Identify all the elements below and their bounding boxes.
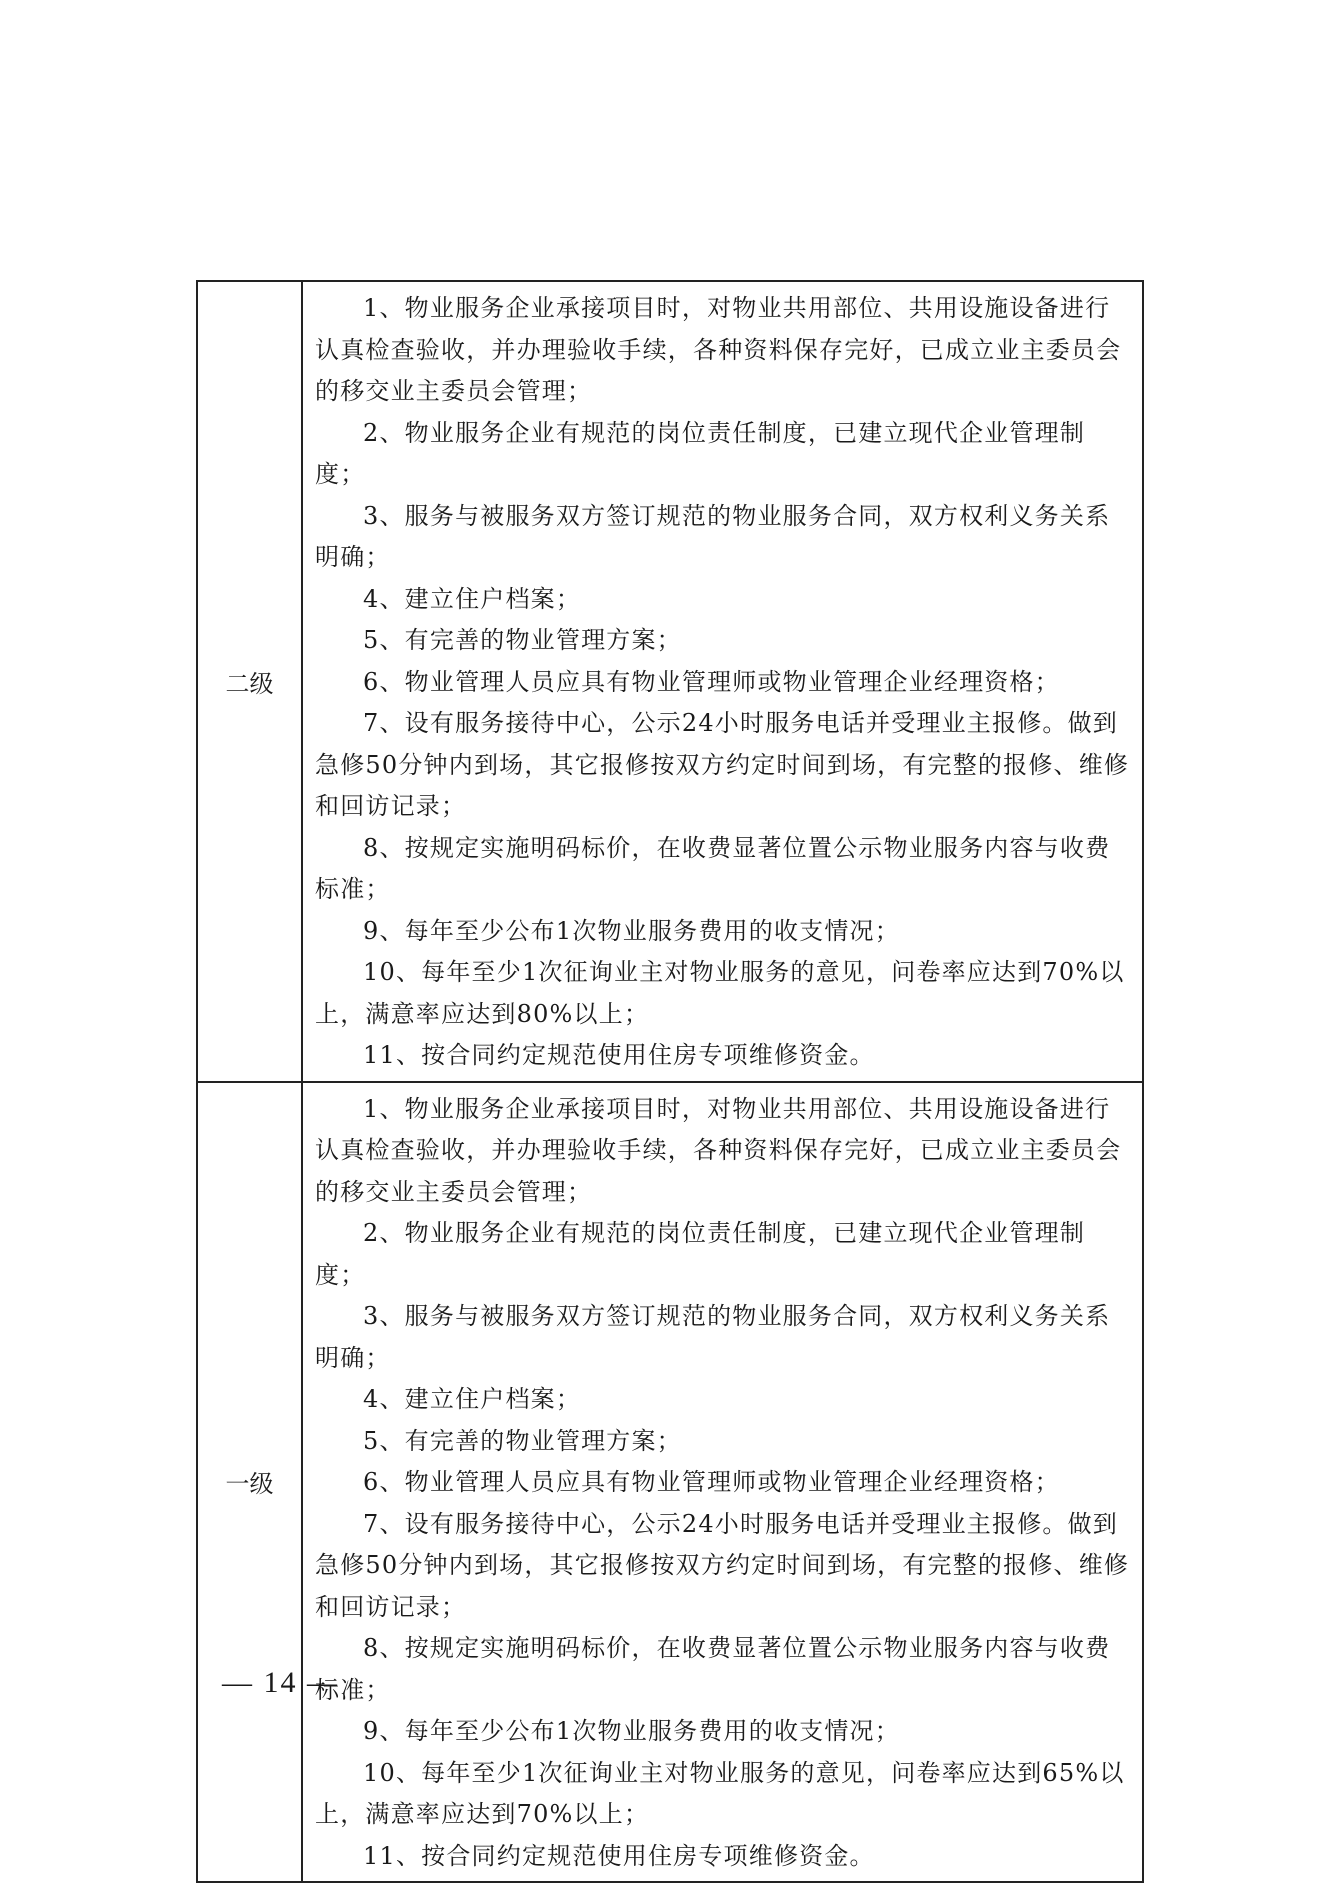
page-number: — 14 — [222,1666,339,1699]
list-item: 2、物业服务企业有规范的岗位责任制度，已建立现代企业管理制度； [315,418,1086,488]
grade-label: 二级 [225,669,274,698]
list-item: 7、设有服务接待中心，公示24小时服务电话并受理业主报修。做到急修50分钟内到场，其它报修按双方约定时间到场，有完整的报修、维修和回访记录； [315,709,1130,820]
requirements-cell [302,281,1143,1082]
list-item: 5、有完善的物业管理方案； [363,626,682,654]
list-item: 1、物业服务企业承接项目时，对物业共用部位、共用设施设备进行认真检查验收，并办理验收手续，各种资料保存完好，已成立业主委员会的移交业主委员会管理； [315,294,1122,405]
requirements-cell [302,1082,1143,1883]
list-item: 3、服务与被服务双方签订规范的物业服务合同，双方权利义务关系明确； [315,1302,1111,1372]
list-item: 1、物业服务企业承接项目时，对物业共用部位、共用设施设备进行认真检查验收，并办理验收手续，各种资料保存完好，已成立业主委员会的移交业主委员会管理； [315,1094,1122,1206]
list-item: 5、有完善的物业管理方案； [363,1426,682,1455]
table-row [197,281,1143,1082]
list-item: 6、物业管理人员应具有物业管理师或物业管理企业经理资格； [363,667,1060,696]
list-item: 3、服务与被服务双方签订规范的物业服务合同，双方权利义务关系明确； [315,501,1111,571]
list-item: 10、每年至少1次征询业主对物业服务的意见，问卷率应达到65%以上，满意率应达到70%以上； [315,1758,1125,1828]
table-row [197,1082,1143,1883]
list-item: 9、每年至少公布1次物业服务费用的收支情况； [363,916,900,945]
grade-cell [197,1082,302,1883]
list-item: 2、物业服务企业有规范的岗位责任制度，已建立现代企业管理制度； [315,1219,1086,1289]
standards-table [196,280,1144,1883]
list-item: 4、建立住户档案； [363,584,582,613]
list-item: 4、建立住户档案； [363,1385,582,1413]
list-item: 7、设有服务接待中心，公示24小时服务电话并受理业主报修。做到急修50分钟内到场，其它报修按双方约定时间到场，有完整的报修、维修和回访记录； [315,1509,1130,1621]
list-item: 10、每年至少1次征询业主对物业服务的意见，问卷率应达到70%以上，满意率应达到80%以上； [315,958,1125,1028]
list-item: 9、每年至少公布1次物业服务费用的收支情况； [363,1717,900,1745]
list-item: 8、按规定实施明码标价，在收费显著位置公示物业服务内容与收费标准； [315,1634,1111,1704]
list-item: 11、按合同约定规范使用住房专项维修资金。 [363,1841,875,1870]
list-item: 11、按合同约定规范使用住房专项维修资金。 [363,1041,875,1069]
list-item: 6、物业管理人员应具有物业管理师或物业管理企业经理资格； [363,1468,1060,1496]
grade-cell [197,281,302,1082]
grade-label: 一级 [225,1470,274,1499]
list-item: 8、按规定实施明码标价，在收费显著位置公示物业服务内容与收费标准； [315,833,1111,903]
